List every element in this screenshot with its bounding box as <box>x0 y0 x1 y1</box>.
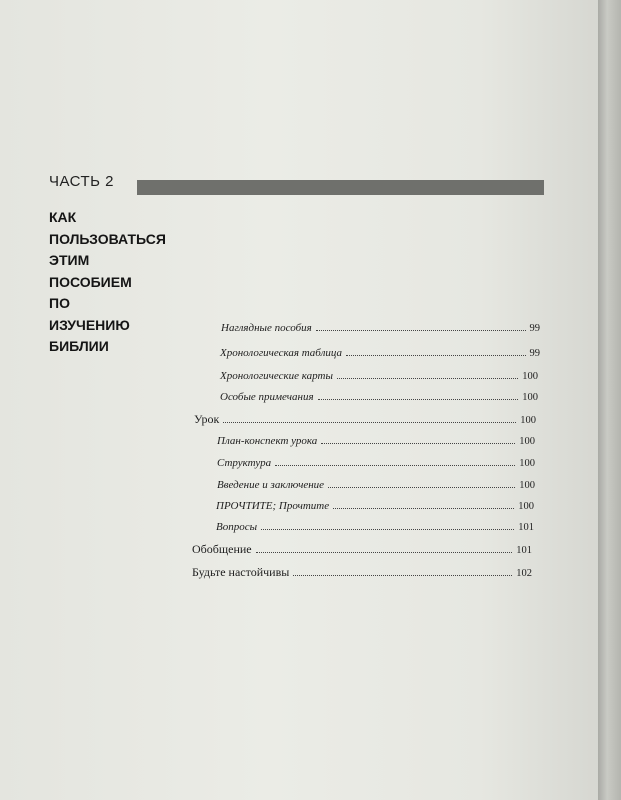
toc-leader-dots <box>223 422 516 423</box>
toc-entry-label: Хронологические карты <box>220 370 333 382</box>
part-header-bar <box>137 180 544 195</box>
toc-leader-dots <box>346 355 526 356</box>
toc-entry[interactable] <box>216 519 534 535</box>
toc-leader-dots <box>318 399 519 400</box>
toc-entry-page: 99 <box>529 323 540 334</box>
toc-entry-label: Особые примечания <box>220 391 314 403</box>
toc-entry-label: Наглядные пособия <box>221 322 312 334</box>
toc-entry-page: 100 <box>522 392 538 403</box>
toc-entry[interactable] <box>217 455 535 471</box>
toc-leader-dots <box>321 443 515 444</box>
part-label: ЧАСТЬ 2 <box>49 173 115 190</box>
toc-entry-label: Вопросы <box>216 521 258 533</box>
toc-entry[interactable] <box>216 498 534 514</box>
section-title-line: КАК <box>49 209 77 225</box>
toc-entry[interactable] <box>217 477 535 493</box>
toc-entry-page: 99 <box>529 348 540 359</box>
toc-leader-dots <box>261 529 514 530</box>
toc-entry-label: Обобщение <box>192 542 252 556</box>
section-title-line: БИБЛИИ <box>49 338 109 354</box>
toc-leader-dots <box>275 465 515 466</box>
toc-entry-label: План-конспект урока <box>217 435 318 447</box>
toc-entry-page: 101 <box>516 545 532 556</box>
toc-leader-dots <box>333 508 514 509</box>
toc-entry-label: Урок <box>194 412 220 426</box>
toc-entry-page: 100 <box>518 501 534 512</box>
toc-entry[interactable] <box>194 411 536 427</box>
toc-entry[interactable] <box>192 541 532 557</box>
book-spine-shadow <box>598 0 621 800</box>
section-title <box>49 207 199 358</box>
toc-entry[interactable] <box>220 368 538 384</box>
section-title-line: ИЗУЧЕНИЮ <box>49 316 130 333</box>
toc-entry-page: 102 <box>516 568 532 579</box>
section-title-line: ПОСОБИЕМ <box>49 273 132 290</box>
toc-leader-dots <box>316 330 526 331</box>
toc-entry[interactable] <box>220 389 538 405</box>
toc-leader-dots <box>256 552 513 553</box>
toc-entry-page: 100 <box>522 371 538 382</box>
toc-entry-page: 100 <box>520 415 536 426</box>
toc-leader-dots <box>293 575 512 576</box>
toc-entry[interactable] <box>192 564 532 580</box>
toc-entry-page: 100 <box>519 458 535 469</box>
toc-entry-page: 101 <box>518 522 534 533</box>
toc-entry-page: 100 <box>519 480 535 491</box>
toc-entry-label: Структура <box>217 457 272 469</box>
toc-entry-label: Хронологическая таблица <box>220 347 342 359</box>
toc-entry[interactable] <box>221 320 540 336</box>
toc-leader-dots <box>337 378 518 379</box>
toc-entry[interactable] <box>220 345 540 361</box>
section-title-line: ПО <box>49 295 70 311</box>
toc-entry-label: Введение и заключение <box>217 479 325 491</box>
toc-entry[interactable] <box>217 433 535 449</box>
toc-entry-label: Будьте настойчивы <box>192 565 290 579</box>
toc-entry-label: ПРОЧТИТЕ; Прочтите <box>216 500 330 512</box>
toc-entry-page: 100 <box>519 436 535 447</box>
section-title-line: ПОЛЬЗОВАТЬСЯ <box>49 230 166 247</box>
section-title-line: ЭТИМ <box>49 252 90 268</box>
toc-leader-dots <box>328 487 515 488</box>
